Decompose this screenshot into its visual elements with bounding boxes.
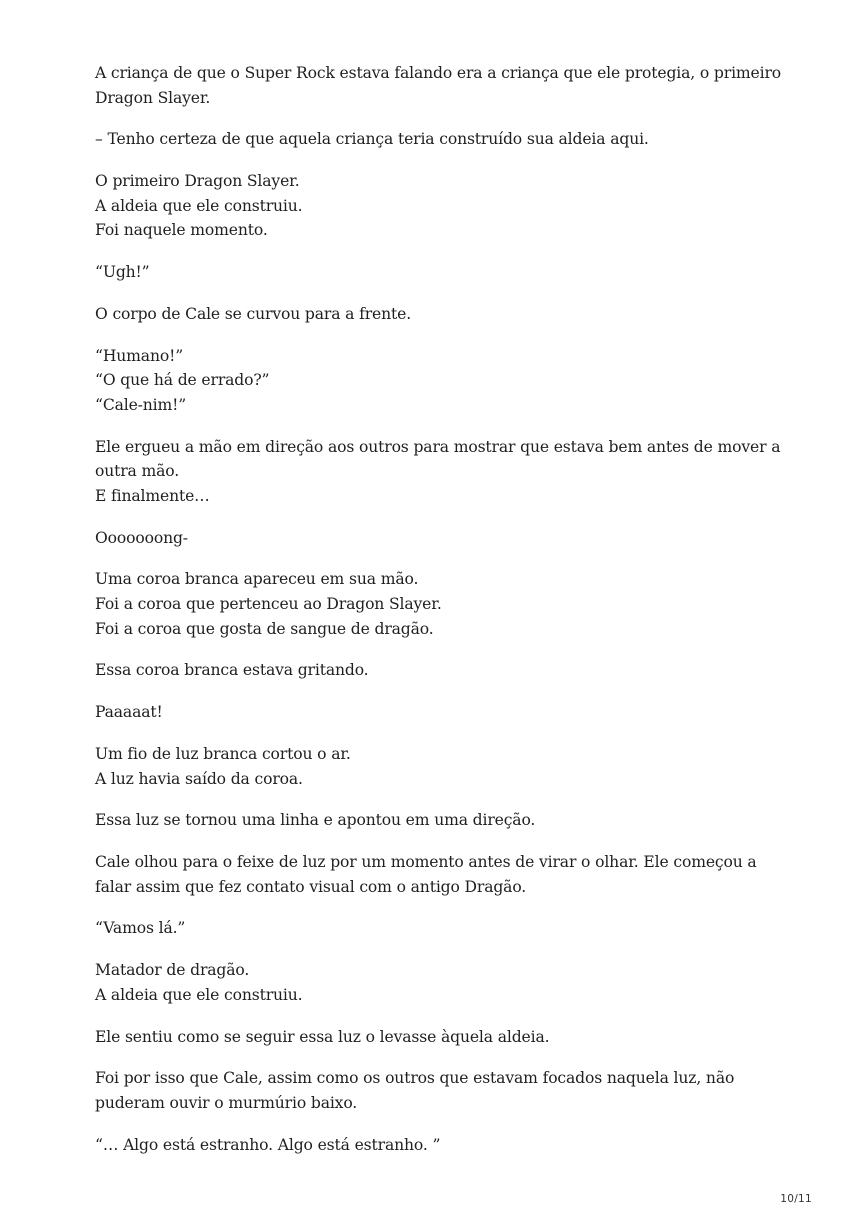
paragraph [95, 567, 785, 641]
text-line: “Humano!” [95, 346, 184, 365]
paragraph [95, 808, 785, 833]
text-line: O corpo de Cale se curvou para a frente. [95, 304, 412, 323]
text-line: Ooooooong- [95, 528, 188, 547]
text-line: Cale olhou para o feixe de luz por um momento antes de virar o olhar. Ele começou a [95, 853, 757, 872]
text-line: A aldeia que ele construiu. [95, 196, 303, 215]
text-line: A criança de que o Super Rock estava falando era a criança que ele protegia, o primeiro [95, 64, 782, 82]
paragraph [95, 127, 785, 152]
text-line: O primeiro Dragon Slayer. [95, 172, 300, 191]
paragraph [95, 344, 785, 418]
text-line: Um fio de luz branca cortou o ar. [95, 744, 351, 763]
text-line: E finalmente… [95, 486, 210, 505]
page-number: 10/11 [780, 1193, 812, 1205]
paragraph [95, 850, 785, 899]
text-line: Uma coroa branca apareceu em sua mão. [95, 570, 419, 589]
text-line: “Vamos lá.” [95, 919, 186, 938]
text-line: Ele ergueu a mão em direção aos outros para mostrar que estava bem antes de mover a [95, 437, 781, 456]
text-line: Dragon Slayer. [95, 88, 211, 107]
text-line: Foi a coroa que gosta de sangue de dragão. [95, 619, 434, 638]
paragraph [95, 260, 785, 285]
text-line: falar assim que fez contato visual com o antigo Dragão. [95, 877, 527, 896]
paragraph [95, 742, 785, 791]
text-line: “Cale-nim!” [95, 395, 187, 414]
text-line: Essa luz se tornou uma linha e apontou em uma direção. [95, 811, 536, 830]
text-line: outra mão. [95, 462, 180, 481]
paragraph [95, 658, 785, 683]
text-line: Ele sentiu como se seguir essa luz o levasse àquela aldeia. [95, 1027, 550, 1046]
paragraph [95, 302, 785, 327]
text-line: Foi por isso que Cale, assim como os outros que estavam focados naquela luz, não [95, 1069, 735, 1088]
paragraph [95, 1025, 785, 1050]
paragraph [95, 1133, 785, 1158]
text-line: Foi a coroa que pertenceu ao Dragon Slayer. [95, 595, 442, 613]
text-line: – Tenho certeza de que aquela criança teria construído sua aldeia aqui. [95, 130, 649, 149]
paragraph [95, 958, 785, 1007]
text-line: A aldeia que ele construiu. [95, 985, 303, 1004]
paragraph [95, 435, 785, 509]
text-line: puderam ouvir o murmúrio baixo. [95, 1094, 358, 1112]
text-line: Matador de dragão. [95, 961, 250, 980]
text-line: Essa coroa branca estava gritando. [95, 661, 369, 680]
paragraph [95, 700, 785, 725]
paragraph [95, 916, 785, 941]
document-body [95, 61, 785, 1175]
text-line: “… Algo está estranho. Algo está estranho. ” [95, 1135, 441, 1154]
text-line: “Ugh!” [95, 263, 150, 282]
paragraph [95, 526, 785, 551]
text-line: Foi naquele momento. [95, 221, 268, 240]
paragraph [95, 1066, 785, 1115]
text-line: A luz havia saído da coroa. [95, 769, 303, 788]
text-line: Paaaaat! [95, 703, 163, 722]
paragraph [95, 61, 785, 110]
text-line: “O que há de errado?” [95, 371, 270, 390]
paragraph [95, 169, 785, 243]
